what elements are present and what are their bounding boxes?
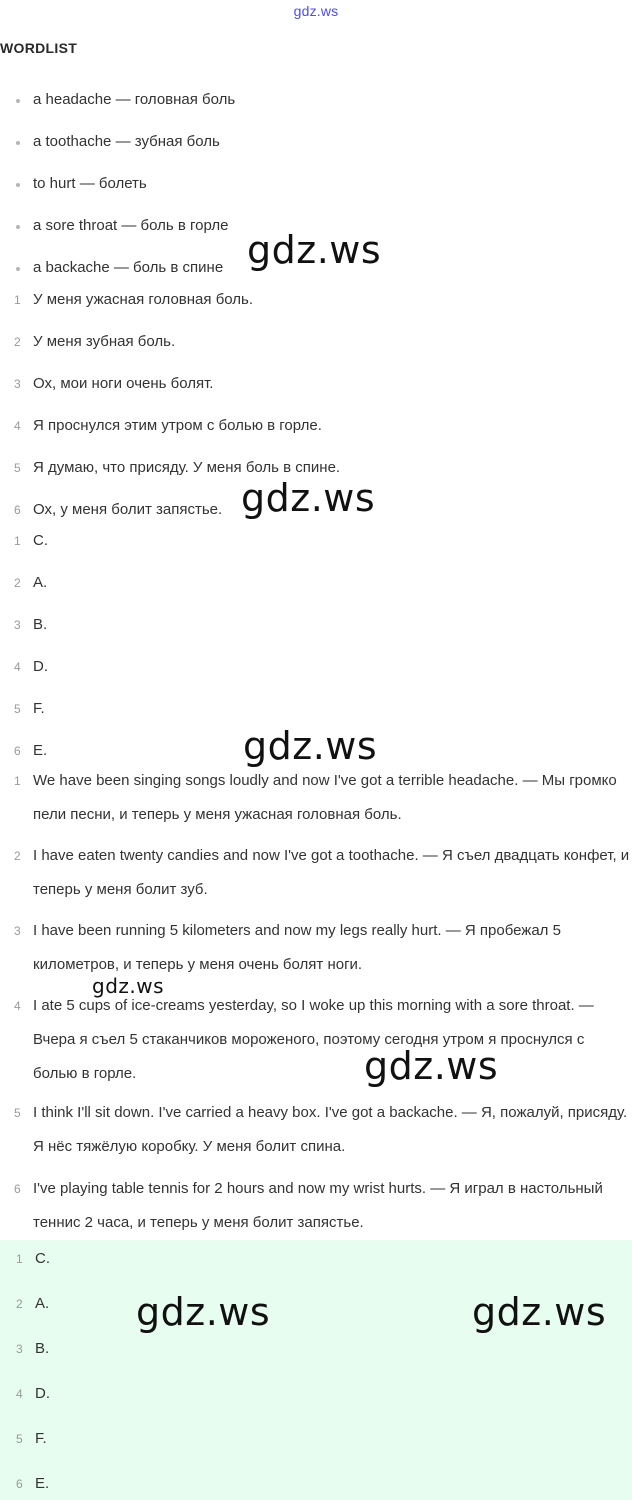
- answer-letter: E.: [33, 742, 48, 759]
- item-text: We have been singing songs loudly and now I've got a terrible headache. — Мы громко пели песни, и теперь у меня ужасная головная боль.: [33, 772, 617, 823]
- answer-letter: A.: [33, 574, 48, 591]
- watermark: gdz.ws: [364, 1044, 499, 1088]
- top-watermark: gdz.ws: [293, 3, 339, 19]
- item-number: 3: [14, 924, 21, 938]
- item-text: I think I'll sit down. I've carried a heavy box. I've got a backache. — Я, пожалуй, присяду. Я нёс тяжёлую коробку. У меня болит спина.: [33, 1104, 628, 1155]
- item-number: 1: [14, 534, 21, 548]
- bullet-icon: [16, 267, 20, 271]
- answer-letter: F.: [35, 1430, 47, 1447]
- item-text: I've playing table tennis for 2 hours and now my wrist hurts. — Я играл в настольный теннис 2 часа, и теперь у меня болит запястье.: [33, 1180, 603, 1231]
- watermark: gdz.ws: [136, 1290, 271, 1334]
- item-text: Я думаю, что присяду. У меня боль в спине.: [33, 459, 341, 476]
- item-text: У меня ужасная головная боль.: [33, 291, 254, 308]
- item-number: 1: [16, 1252, 23, 1266]
- answer-letter: A.: [35, 1295, 50, 1312]
- item-number: 3: [14, 618, 21, 632]
- item-number: 5: [14, 702, 21, 716]
- answer-letter: B.: [35, 1340, 50, 1357]
- bullet-icon: [16, 141, 20, 145]
- bullet-icon: [16, 225, 20, 229]
- wordlist-entry: a headache — головная боль: [33, 91, 236, 108]
- answer-letter: C.: [35, 1250, 50, 1267]
- answer-letter: D.: [35, 1385, 50, 1402]
- item-text: Ох, мои ноги очень болят.: [33, 375, 214, 392]
- item-number: 4: [14, 660, 21, 674]
- wordlist-entry: a toothache — зубная боль: [33, 133, 220, 150]
- wordlist-heading: WORDLIST: [0, 40, 78, 56]
- answer-letter: D.: [33, 658, 48, 675]
- watermark: gdz.ws: [92, 974, 165, 998]
- watermark: gdz.ws: [472, 1290, 607, 1334]
- item-number: 3: [16, 1342, 23, 1356]
- item-number: 4: [14, 999, 21, 1013]
- wordlist-entry: a sore throat — боль в горле: [33, 217, 229, 234]
- answer-letter: E.: [35, 1475, 50, 1492]
- item-text: I ate 5 cups of ice-creams yesterday, so I woke up this morning with a sore throat. — Вчера я съел 5 стаканчиков мороженого, поэтому сегодня утром я проснулся с болью в горле.: [33, 997, 594, 1082]
- item-number: 6: [14, 503, 21, 517]
- watermark: gdz.ws: [241, 476, 376, 520]
- item-number: 6: [14, 1182, 21, 1196]
- answer-letter: B.: [33, 616, 48, 633]
- item-text: I have been running 5 kilometers and now my legs really hurt. — Я пробежал 5 километров, и теперь у меня очень болят ноги.: [33, 922, 561, 973]
- item-text: I have eaten twenty candies and now I've got a toothache. — Я съел двадцать конфет, и теперь у меня болит зуб.: [33, 847, 630, 898]
- item-number: 1: [14, 293, 21, 307]
- item-number: 2: [14, 849, 21, 863]
- item-text: У меня зубная боль.: [33, 333, 176, 350]
- item-number: 1: [14, 774, 21, 788]
- item-number: 6: [14, 744, 21, 758]
- item-number: 3: [14, 377, 21, 391]
- item-number: 4: [16, 1387, 23, 1401]
- answers-panel: [0, 1240, 632, 1500]
- bullet-icon: [16, 99, 20, 103]
- wordlist-entry: a backache — боль в спине: [33, 259, 224, 276]
- item-number: 2: [16, 1297, 23, 1311]
- item-number: 4: [14, 419, 21, 433]
- item-number: 5: [14, 1106, 21, 1120]
- answer-letter: F.: [33, 700, 45, 717]
- item-number: 2: [14, 335, 21, 349]
- item-number: 5: [14, 461, 21, 475]
- wordlist-entry: to hurt — болеть: [33, 175, 147, 192]
- item-number: 2: [14, 576, 21, 590]
- item-text: Я проснулся этим утром с болью в горле.: [33, 417, 322, 434]
- item-number: 5: [16, 1432, 23, 1446]
- bullet-icon: [16, 183, 20, 187]
- watermark: gdz.ws: [247, 228, 382, 272]
- item-number: 6: [16, 1477, 23, 1491]
- item-text: Ох, у меня болит запястье.: [33, 501, 223, 518]
- answer-letter: C.: [33, 532, 48, 549]
- watermark: gdz.ws: [243, 724, 378, 768]
